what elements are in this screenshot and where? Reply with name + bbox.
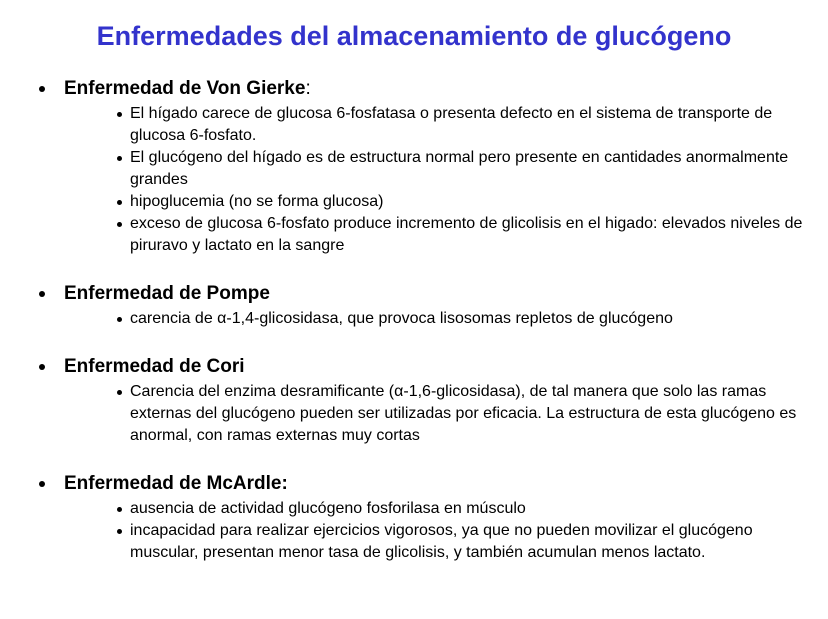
- section-heading: [0, 472, 828, 496]
- bullet-icon: [117, 529, 122, 534]
- section-cori: [0, 355, 828, 447]
- section-heading-text: Enfermedad de Von Gierke: [64, 78, 306, 99]
- section-pompe: [0, 282, 828, 330]
- bullet-icon: [39, 481, 45, 487]
- slide-title: Enfermedades del almacenamiento de glucógeno: [96, 21, 732, 51]
- list-item-text: carencia de α-1,4-glicosidasa, que provoca lisosomas repletos de glucógeno: [130, 310, 673, 327]
- bullet-icon: [39, 86, 45, 92]
- list-item-text: incapacidad para realizar ejercicios vigorosos, ya que no pueden movilizar el glucógeno muscular, presentan menor tasa de glicolisis, y también acumulan menos lactato.: [130, 522, 758, 561]
- section-heading-text: Enfermedad de Cori: [64, 356, 245, 377]
- list-item-text: hipoglucemia (no se forma glucosa): [130, 193, 384, 210]
- bullet-icon: [117, 222, 122, 227]
- list-item: [130, 147, 812, 191]
- bullet-icon: [117, 507, 122, 512]
- list-item: [130, 213, 812, 257]
- list-item: [130, 498, 812, 520]
- section-heading: [0, 282, 828, 306]
- bullet-icon: [117, 200, 122, 205]
- bullet-list: [0, 381, 828, 447]
- section-heading: [0, 355, 828, 379]
- list-item: [130, 308, 812, 330]
- list-item-text: ausencia de actividad glucógeno fosforilasa en músculo: [130, 500, 526, 517]
- list-item: [130, 191, 812, 213]
- bullet-icon: [117, 156, 122, 161]
- bullet-icon: [39, 291, 45, 297]
- bullet-icon: [117, 390, 122, 395]
- list-item-text: El hígado carece de glucosa 6-fosfatasa o presenta defecto en el sistema de transporte de glucosa 6-fosfato.: [130, 105, 782, 144]
- list-item: [130, 520, 812, 564]
- slide-content: [0, 52, 828, 564]
- bullet-icon: [117, 112, 122, 117]
- section-von-gierke: [0, 77, 828, 257]
- bullet-icon: [117, 317, 122, 322]
- section-heading: [0, 77, 828, 101]
- bullet-icon: [39, 364, 45, 370]
- bullet-list: [0, 103, 828, 257]
- list-item-text: Carencia del enzima desramificante (α-1,6-glicosidasa), de tal manera que solo las ramas externas del glucógeno pueden ser utilizadas por eficacia. La estructura de esta glucógeno es anormal, con ramas externas muy cortas: [130, 383, 801, 444]
- section-heading-text: Enfermedad de McArdle:: [64, 473, 288, 494]
- section-heading-suffix: :: [305, 78, 311, 99]
- bullet-list: [0, 308, 828, 330]
- section-heading-text: Enfermedad de Pompe: [64, 283, 270, 304]
- list-item-text: exceso de glucosa 6-fosfato produce incremento de glicolisis en el higado: elevados niveles de piruravo y lactato en la sangre: [130, 215, 807, 254]
- list-item-text: El glucógeno del hígado es de estructura normal pero presente en cantidades anormalmente grandes: [130, 149, 793, 188]
- list-item: [130, 381, 812, 447]
- list-item: [130, 103, 812, 147]
- section-mcardle: [0, 472, 828, 564]
- bullet-list: [0, 498, 828, 564]
